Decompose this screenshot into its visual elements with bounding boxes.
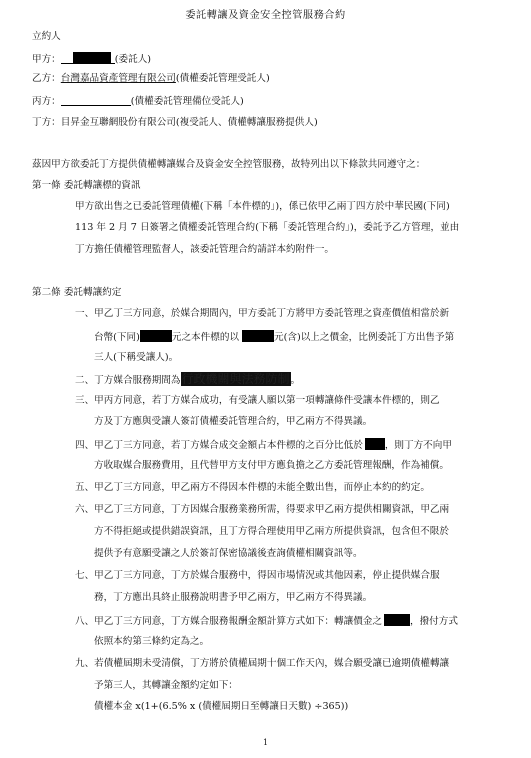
party-b-suffix: (債權委託管理受託人) — [175, 73, 270, 84]
item-4-line-1 — [75, 438, 452, 452]
page-number: 1 — [262, 738, 269, 747]
item-9-line-1: 九、若債權屆期未受清償，丁方將於債權屆期十個工作天內，媒合願受讓已逾期債權轉讓 — [75, 658, 450, 669]
blank-line — [61, 95, 131, 106]
item-4-text: 四、甲乙丁三方同意，若丁方媒合成交金額占本件標的之百分比低於 — [75, 440, 363, 451]
party-b-prefix: 乙方： — [32, 73, 61, 84]
party-b-company: 台灣嘉品資產管理有限公司 — [60, 73, 176, 84]
item-3-line-2: 方及丁方應與受讓人簽訂債權委託管理合約，甲乙兩方不得異議。 — [94, 416, 373, 427]
party-c-prefix: 丙方： — [32, 96, 61, 107]
redaction-block — [384, 614, 410, 626]
redaction-block — [73, 52, 111, 64]
item-1-text: 元之本件標的以 — [171, 332, 240, 343]
item-1-line-2 — [94, 330, 454, 344]
parties-heading: 立約人 — [32, 31, 61, 42]
item-8-line-2: 依照本約第三條約定為之。 — [94, 636, 210, 647]
redaction-stamp: 行政機關與法務防制 — [181, 372, 290, 386]
item-2-text: 。 — [290, 375, 301, 386]
item-2-line — [75, 373, 300, 387]
intro-text: 茲因甲方欲委託丁方提供債權轉讓媒合及資金安全控管服務，故特列出以下條款共同遵守之： — [32, 159, 426, 170]
item-4-line-2: 方收取媒合服務費用，且代替甲方支付甲方應負擔之乙方委託管理報酬，作為補償。 — [94, 460, 449, 471]
item-1-text: 台幣(下同) — [94, 332, 140, 343]
item-6-line-2: 方不得拒絕或提供錯誤資訊，且丁方得合理使用甲乙兩方所提供資訊，包含但不限於 — [94, 526, 449, 537]
item-6-line-1: 六、甲乙丁三方同意，丁方因媒合服務業務所需，得要求甲乙兩方提供相關資訊，甲乙兩 — [75, 504, 450, 515]
document-title: 委託轉讓及資金安全控管服務合約 — [185, 10, 346, 21]
item-9-line-2: 予第三人，其轉讓金額約定如下： — [94, 680, 238, 691]
party-d-line: 丁方：目昇金互聯網股份有限公司(複受託人、債權轉讓服務提供人) — [32, 117, 318, 128]
article-1-line-1: 甲方欲出售之已委託管理債權(下稱「本件標的」)，係已依甲乙兩丁四方於中華民國(下同) — [75, 201, 450, 212]
item-5-line: 五、甲乙丁三方同意，甲乙兩方不得因本件標的未能全數出售，而停止本約的約定。 — [75, 482, 430, 493]
item-6-line-3: 提供予有意願受讓之人於簽訂保密協議後查詢債權相關資訊等。 — [94, 548, 363, 559]
item-3-line-1: 三、甲丙方同意，若丁方媒合成功，有受讓人願以第一項轉讓條件受讓本件標的，則乙 — [75, 395, 440, 406]
party-a-prefix: 甲方： — [32, 54, 61, 65]
party-a-line — [32, 52, 151, 66]
redaction-block — [140, 330, 172, 342]
item-8-text: ，撥付方式 — [410, 616, 458, 627]
article-1-line-2: 113 年 2 月 7 日簽署之債權委託管理合約(下稱「委託管理合約」)，委託予乙方管理，並由 — [75, 222, 460, 233]
party-b-line — [32, 73, 270, 85]
item-1-line-3: 三人(下稱受讓人)。 — [94, 352, 179, 363]
redaction-block — [365, 438, 385, 450]
party-c-suffix: (債權委託管理備位受託人) — [130, 96, 244, 107]
item-4-text: ，則丁方不向甲 — [384, 440, 452, 451]
item-9-formula: 債權本金 x(1+(6.5% x (債權屆期日至轉讓日天數) ÷365)) — [94, 701, 349, 712]
item-8-text: 八、甲乙丁三方同意，丁方媒合服務報酬金額計算方式如下：轉讓價金之 — [75, 616, 382, 627]
item-7-line-1: 七、甲乙丁三方同意，丁方於媒合服務中，得因市場情況或其他因素，停止提供媒合服 — [75, 570, 440, 581]
party-c-line — [32, 95, 244, 108]
item-8-line-1 — [75, 614, 458, 628]
article-2-heading: 第二條 委託轉讓約定 — [32, 287, 122, 298]
article-1-line-3: 丁方擔任債權管理監督人，該委託管理合約請詳本約附件一。 — [75, 244, 335, 255]
party-a-suffix: (委託人) — [114, 54, 152, 65]
blank-line — [61, 53, 73, 64]
redaction-block — [242, 330, 274, 342]
item-7-line-2: 務，丁方應出具終止服務說明書予甲乙兩方，甲乙兩方不得異議。 — [94, 592, 373, 603]
item-1-line-1: 一、甲乙丁三方同意，於媒合期間內，甲方委託丁方將甲方委託管理之資產價值相當於新 — [75, 308, 450, 319]
article-1-heading: 第一條 委託轉讓標的資訊 — [32, 180, 141, 191]
item-2-text: 二、丁方媒合服務期間為 — [75, 375, 181, 386]
item-1-text: 元(含)以上之價金，比例委託丁方出售予第 — [274, 332, 455, 343]
